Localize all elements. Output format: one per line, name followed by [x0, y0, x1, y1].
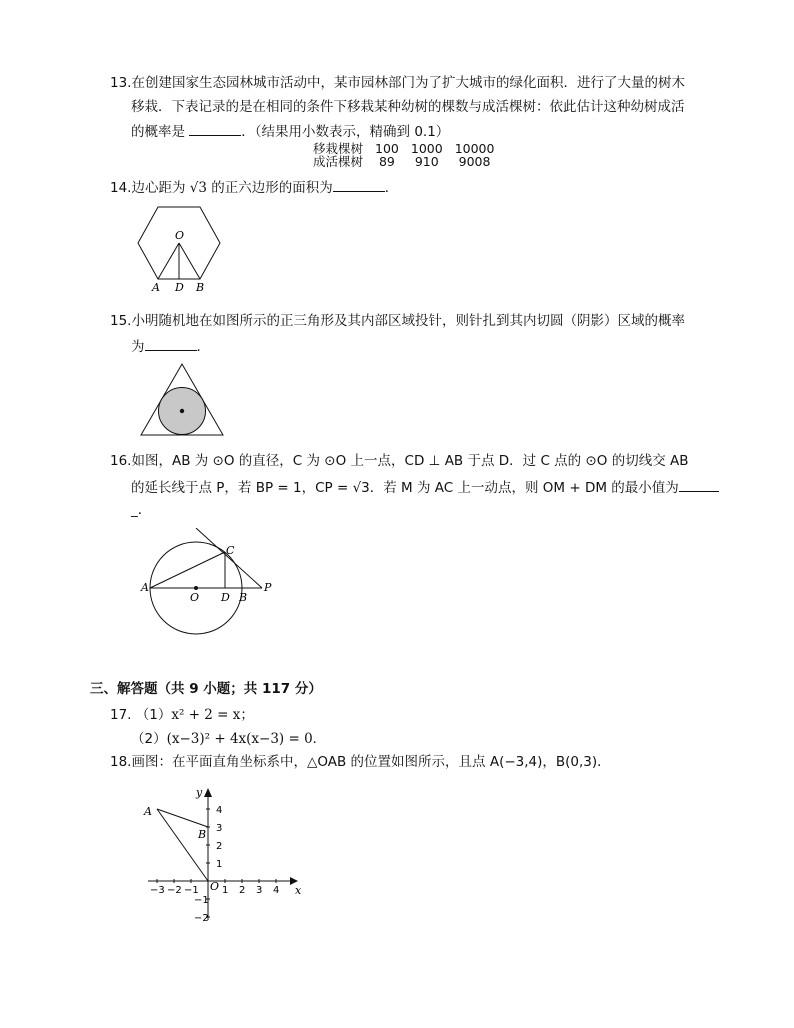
label-x: x [295, 884, 302, 897]
q15-line1: 15.小明随机地在如图所示的正三角形及其内部区域投针，则针扎到其内切圆（阴影）区域的概率 [110, 313, 685, 329]
q14-answer-blank[interactable] [333, 177, 385, 192]
q13-line2: 移栽．下表记录的是在相同的条件下移栽某种幼树的棵数与成活棵树：依此估计这种幼树成活 [131, 99, 685, 115]
q18-coordinate-figure [140, 784, 310, 924]
y-axis-arrow [204, 788, 212, 797]
q14-hexagon-figure [130, 203, 230, 295]
label-C: C [226, 544, 235, 557]
x-tick-label: 2 [239, 885, 246, 896]
q14-line: 14.边心距为 √3 的正六边形的面积为 ． [110, 177, 398, 197]
x-tick-label: −2 [167, 885, 182, 896]
segment-OA [157, 809, 208, 881]
y-tick-label: 3 [216, 823, 223, 834]
label-A: A [152, 281, 160, 294]
segment-AB [157, 809, 208, 827]
label-A: A [141, 581, 149, 594]
q13-number: 13. [110, 75, 132, 91]
q16-circle-figure [138, 528, 278, 636]
q15-answer-blank[interactable] [145, 336, 197, 351]
x-tick-label: −1 [184, 885, 199, 896]
label-B: B [198, 828, 207, 841]
y-tick-label: 1 [216, 859, 223, 870]
table-row: 成活棵树 89 910 9008 [313, 154, 491, 169]
q16-answer-blank[interactable] [679, 477, 719, 492]
label-A: A [144, 805, 152, 818]
section3-heading: 三、解答题（共 9 小题；共 117 分） [90, 681, 322, 697]
x-tick-label: 4 [273, 885, 280, 896]
x-tick-label: 1 [222, 885, 229, 896]
label-B: B [239, 591, 248, 604]
center-dot [180, 409, 184, 413]
x-tick-label: −3 [150, 885, 165, 896]
y-tick-label: 2 [216, 841, 223, 852]
label-D: D [175, 281, 184, 294]
q16-line3: _． [131, 502, 152, 518]
q15-triangle-figure [140, 362, 226, 438]
segment-OA [158, 243, 179, 279]
q17-part1: 17. （1）x² + 2 = x； [110, 707, 254, 723]
x-tick-label: 3 [256, 885, 263, 896]
center-O-dot [194, 586, 198, 590]
q13-table [313, 142, 500, 168]
y-tick-label: −2 [194, 913, 209, 924]
y-tick-label: 4 [216, 805, 223, 816]
label-O: O [210, 880, 220, 893]
label-P: P [264, 581, 272, 594]
q13-line1: 13.在创建国家生态园林城市活动中，某市园林部门为了扩大城市的绿化面积．进行了大量的树木 [110, 75, 685, 91]
label-y: y [196, 786, 203, 799]
label-O: O [175, 229, 185, 242]
label-B: B [196, 281, 205, 294]
q16-line2: 的延长线于点 P，若 BP = 1，CP = √3．若 M 为 AC 上一动点，则 OM + DM 的最小值为 [131, 477, 719, 497]
label-O: O [190, 591, 200, 604]
q15-line2: 为 ． [131, 336, 210, 356]
q18-line: 18.画图：在平面直角坐标系中，△OAB 的位置如图所示，且点 A(−3,4)，B(0,3)． [110, 754, 611, 770]
tangent-line [196, 528, 262, 588]
label-D: D [221, 591, 230, 604]
segment-OB [179, 243, 200, 279]
y-tick-label: −1 [194, 895, 209, 906]
q17-part2: （2）(x−3)² + 4x(x−3) = 0． [131, 731, 327, 747]
q13-line3: 的概率是 ．（结果用小数表示，精确到 0.1） [131, 121, 449, 141]
q16-line1: 16.如图，AB 为 ⊙O 的直径，C 为 ⊙O 上一点，CD ⊥ AB 于点 D．过 C 点的 ⊙O 的切线交 AB [110, 453, 689, 469]
q13-answer-blank[interactable] [189, 121, 241, 136]
table-row: 移栽棵树 100 1000 10000 [313, 141, 495, 156]
